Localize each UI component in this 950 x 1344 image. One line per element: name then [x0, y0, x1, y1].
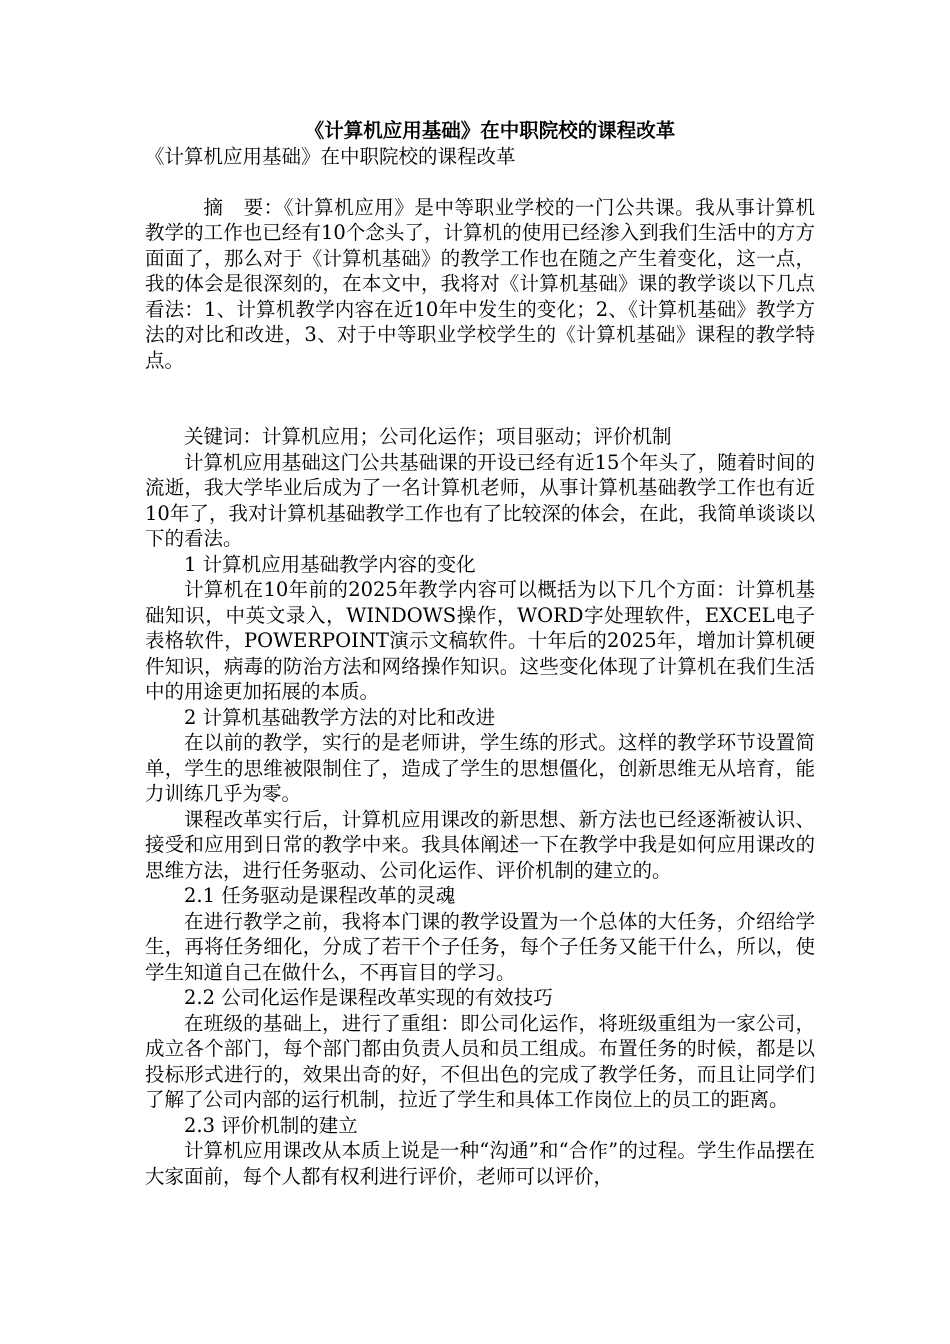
- section-1-paragraph: 计算机在10年前的2025年教学内容可以概括为以下几个方面：计算机基础知识，中英文录入，WINDOWS操作，WORD字处理软件，EXCEL电子表格软件，POWERPOINT演示文稿软件。十年后的2025年，增加计算机硬件知识，病毒的防治方法和网络操作知识。这些变化体现了计算机在我们生活中的用途更加拓展的本质。: [145, 578, 815, 703]
- abstract-paragraph: 摘 要：《计算机应用》是中等职业学校的一门公共课。我从事计算机教学的工作也已经有10个念头了，计算机的使用已经渗入到我们生活中的方方面面了，那么对于《计算机基础》的教学工作也在随之产生着变化，这一点，我的体会是很深刻的，在本文中，我将对《计算机基础》课的教学谈以下几点看法：1、计算机教学内容在近10年中发生的变化；2、《计算机基础》教学方法的对比和改进，3、对于中等职业学校学生的《计算机基础》课程的教学特点。: [145, 195, 815, 372]
- document-title: 《计算机应用基础》在中职院校的课程改革: [304, 119, 676, 142]
- section-2-3-heading: 2.3 评价机制的建立: [184, 1113, 358, 1137]
- section-2-heading: 2 计算机基础教学方法的对比和改进: [184, 705, 496, 729]
- section-2-1-heading: 2.1 任务驱动是课程改革的灵魂: [184, 884, 456, 907]
- section-2-paragraph-2: 课程改革实行后，计算机应用课改的新思想、新方法也已经逐渐被认识、接受和应用到日常的教学中来。我具体阐述一下在教学中我是如何应用课改的思维方法，进行任务驱动、公司化运作、评价机制的建立的。: [145, 807, 815, 882]
- section-2-2-heading: 2.2 公司化运作是课程改革实现的有效技巧: [184, 986, 553, 1009]
- intro-paragraph: 计算机应用基础这门公共基础课的开设已经有近15个年头了，随着时间的流逝，我大学毕业后成为了一名计算机老师，从事计算机基础教学工作也有近10年了，我对计算机基础教学工作也有了比较深的体会，在此，我简单谈谈以下的看法。: [145, 450, 815, 550]
- section-2-3-paragraph: 计算机应用课改从本质上说是一种“沟通”和“合作”的过程。学生作品摆在大家面前，每个人都有权利进行评价，老师可以评价，: [145, 1139, 815, 1188]
- section-2-paragraph-1: 在以前的教学，实行的是老师讲，学生练的形式。这样的教学环节设置简单，学生的思维被限制住了，造成了学生的思想僵化，创新思维无从培育，能力训练几乎为零。: [145, 731, 815, 805]
- section-2-1-paragraph: 在进行教学之前，我将本门课的教学设置为一个总体的大任务，介绍给学生，再将任务细化，分成了若干个子任务，每个子任务又能干什么，所以，使学生知道自己在做什么，不再盲目的学习。: [145, 909, 815, 984]
- document-subtitle: 《计算机应用基础》在中职院校的课程改革: [145, 145, 516, 168]
- document-body: [145, 118, 815, 1189]
- keywords-line: 关键词：计算机应用；公司化运作；项目驱动；评价机制: [184, 425, 672, 448]
- section-1-heading: 1 计算机应用基础教学内容的变化: [184, 552, 476, 576]
- section-2-2-paragraph: 在班级的基础上，进行了重组：即公司化运作，将班级重组为一家公司，成立各个部门，每个部门都由负责人员和员工组成。布置任务的时候，都是以投标形式进行的，效果出奇的好，不但出色的完成了教学任务，而且让同学们了解了公司内部的运行机制，拉近了学生和具体工作岗位上的员工的距离。: [145, 1011, 815, 1111]
